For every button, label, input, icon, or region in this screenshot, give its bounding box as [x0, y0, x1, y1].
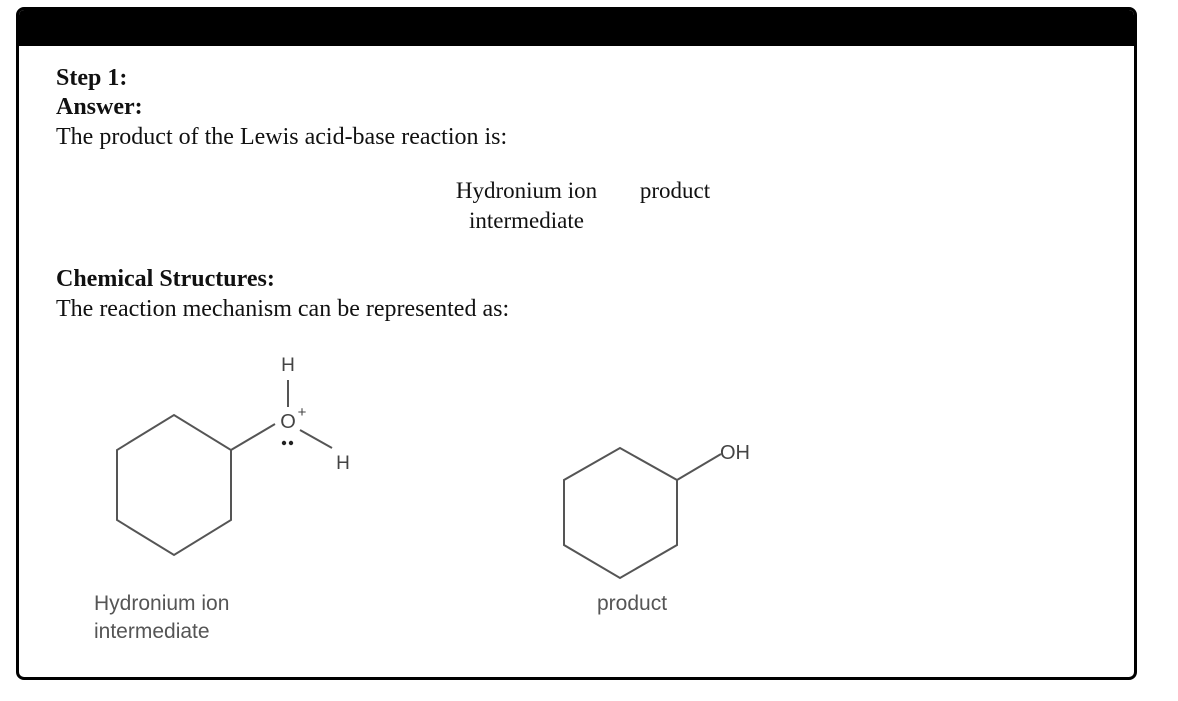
step-title: Step 1:	[56, 65, 128, 91]
summary-left-label-line2: intermediate	[469, 208, 584, 233]
summary-right-label: product	[639, 178, 711, 203]
product-cyclohexane-ring	[564, 448, 677, 578]
intermediate-atom-o: O	[280, 411, 296, 433]
answer-text: The product of the Lewis acid-base reaction is:	[56, 124, 508, 150]
structures-title: Chemical Structures:	[56, 266, 275, 292]
intermediate-c-o-bond	[231, 424, 275, 450]
summary-left-label-line1: Hydronium ion	[455, 178, 598, 203]
intermediate-cyclohexane-ring	[117, 415, 231, 555]
intermediate-atom-h-right: H	[336, 453, 350, 474]
structures-text: The reaction mechanism can be represented as:	[56, 296, 510, 322]
intermediate-caption-line2: intermediate	[94, 620, 210, 643]
intermediate-lone-pair-dot-2	[289, 441, 293, 445]
answer-title: Answer:	[56, 94, 143, 120]
intermediate-atom-h-top: H	[281, 355, 295, 376]
intermediate-caption-line1: Hydronium ion	[94, 592, 230, 615]
product-caption: product	[597, 592, 668, 615]
intermediate-lone-pair-dot-1	[282, 441, 286, 445]
intermediate-charge: +	[297, 404, 307, 421]
solution-card	[16, 7, 1137, 680]
reaction-diagram	[19, 10, 1134, 677]
intermediate-o-h-right-bond	[300, 430, 332, 448]
product-c-o-bond	[677, 454, 721, 480]
product-group-oh: OH	[720, 442, 750, 464]
